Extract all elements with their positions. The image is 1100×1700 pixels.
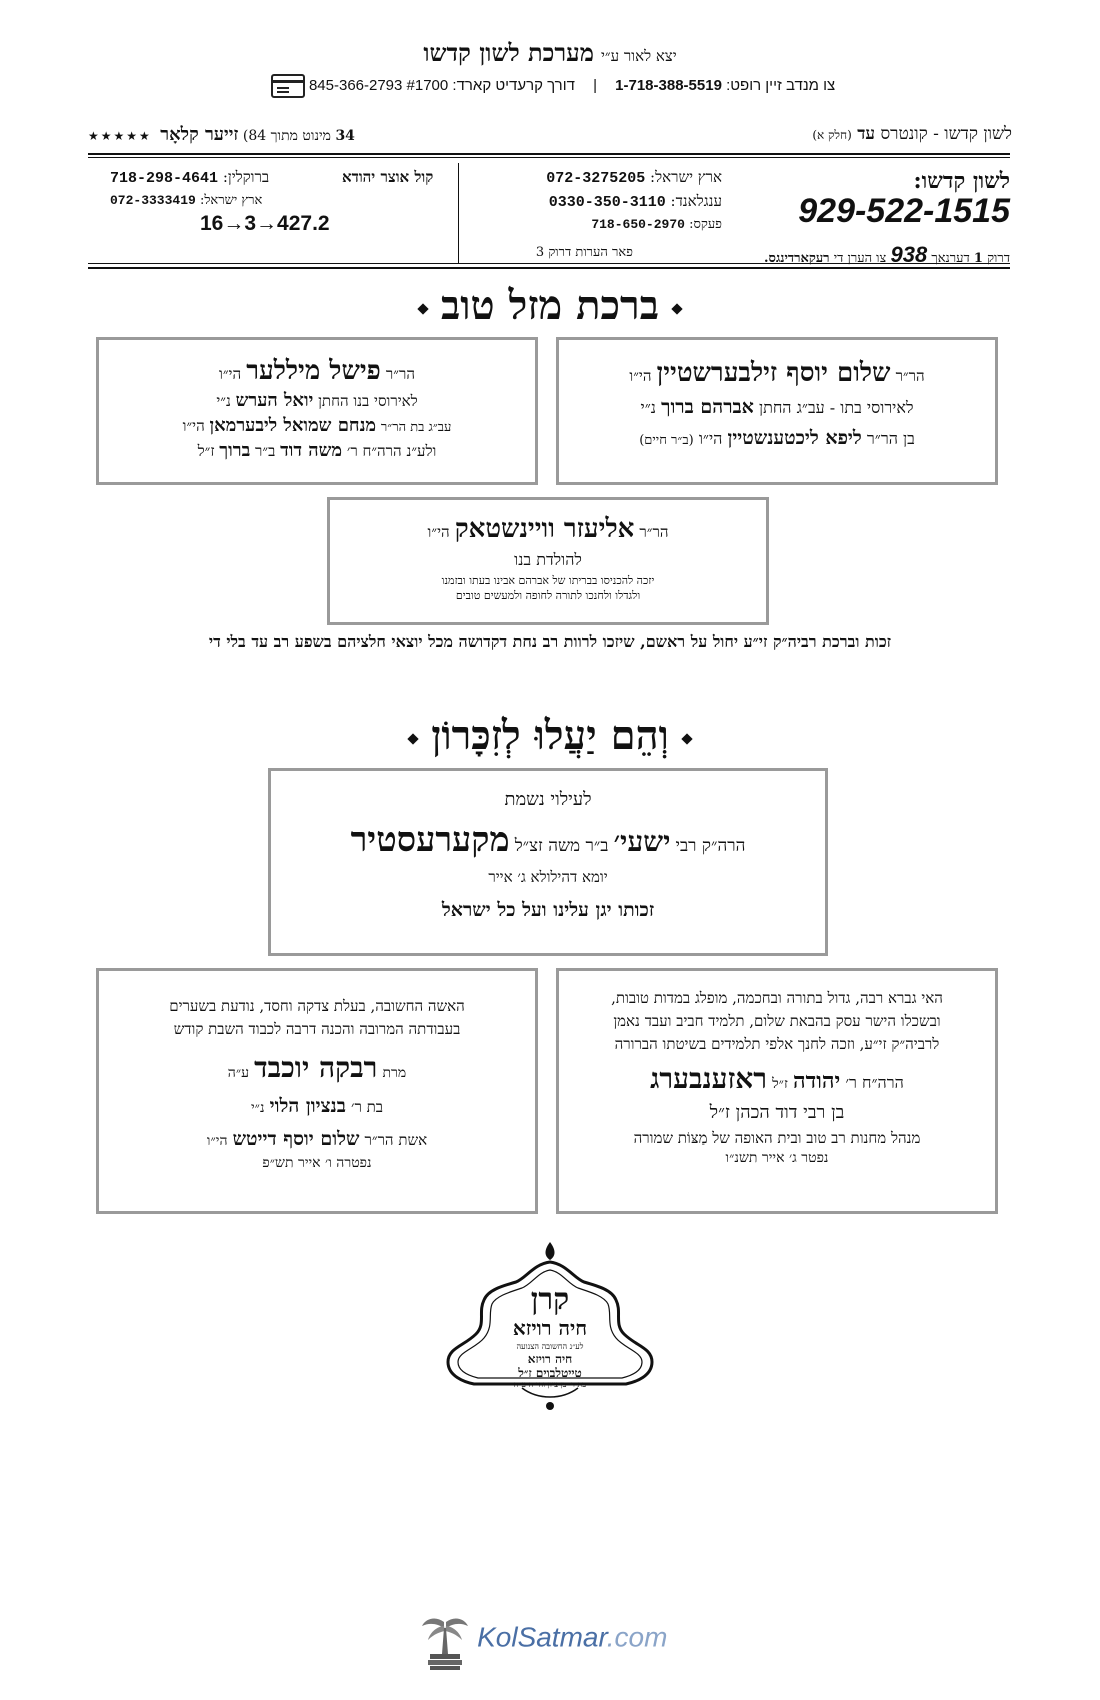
contact-separator: |: [593, 76, 597, 94]
box-line: [99, 1128, 535, 1151]
fax-row: [591, 216, 722, 232]
keren-word: קרן: [530, 1282, 570, 1317]
blessing-box-weinstock: [327, 497, 769, 625]
death-date: נפטר ג׳ אייר תשנ״ו: [725, 1150, 829, 1166]
publisher-line: [0, 38, 1100, 68]
duration-prefix: 34: [335, 128, 355, 144]
series-title-text: לשון קדשו - קונטרס: [880, 124, 1012, 144]
deceased-last-name: ראזענבערג: [650, 1062, 767, 1095]
wish-text: ולגדלו ולחנכו לתורה לחופה ולמעשים טובים: [455, 589, 641, 602]
site-name-text: KolSatmar: [477, 1621, 607, 1653]
memorial-title-text: וְהֵם יַעֲלוּ לְזִכָּרוֹן: [431, 712, 669, 759]
box-text: לאירוסי בתו - עב״ג החתן: [758, 398, 914, 417]
blessings-title-text: ברכת מזל טוב: [441, 282, 659, 329]
divider: [88, 263, 1010, 264]
box-text: (ב״ר חיים): [639, 433, 694, 448]
lk-label: לשון קדשו:: [913, 168, 1010, 194]
groom-name: יואל הערש: [235, 390, 314, 411]
deceased-father: בנציון הלוי: [269, 1095, 346, 1117]
blessing-note: זכות וברכת רביה״ק זי״ע יחול על ראשם, שיזכו לרוות רב נחת דקדושה מכל יוצאי חלציהם בשפע רב עד בלי די: [208, 632, 892, 651]
credit-card-icon: [271, 74, 305, 98]
diamond-ornament-icon: [671, 303, 682, 314]
brooklyn-label: ברוקלין:: [222, 168, 270, 186]
palm-tree-icon: [418, 1614, 472, 1670]
speaker-name: זייער קלאָר: [160, 124, 239, 145]
memorial-heading: לעילוי נשמת: [504, 789, 592, 810]
box-line: [559, 427, 995, 450]
credit-card-number: 845-366-2793 #1700: [308, 76, 449, 94]
box-line: [99, 440, 535, 461]
diamond-ornament-icon: [417, 303, 428, 314]
lk-instructions: [764, 242, 1010, 268]
england-phone: 0330-350-3110: [548, 194, 666, 211]
brooklyn-row: [110, 168, 269, 187]
israel-label: ארץ ישראל:: [650, 168, 722, 186]
hilula-date: יומא דהילולא ג׳ אייר: [488, 868, 608, 886]
lk-foot-1: 1: [973, 251, 983, 266]
deceased-first-name: יהודה: [792, 1068, 841, 1094]
title-suffix: הי״ו: [427, 523, 450, 541]
box-text: הרה״ח ר׳: [845, 1073, 904, 1092]
box-text: נ״י: [216, 392, 231, 410]
lk-foot-post: צו הערן די: [833, 251, 887, 266]
box-text: הי״ו: [698, 429, 723, 448]
diamond-ornament-icon: [408, 733, 419, 744]
kol-israel-row: [110, 192, 262, 208]
box-line: [99, 356, 535, 386]
lk-foot-mid: דערנאך: [931, 251, 970, 266]
duration-text: מינוט מתוך 84): [242, 128, 331, 144]
england-label: ענגלאנד:: [670, 192, 722, 210]
contact-phone: 1-718-388-5519: [615, 76, 722, 94]
blessings-title: [0, 282, 1100, 329]
title-suffix: הי״ו: [219, 365, 242, 383]
fax-label: פעקס:: [689, 217, 722, 232]
honoree-name: שלום יוסף זילבערשטיין: [656, 358, 891, 388]
eulogy-text: לרביה״ק זי״ע, וזכה לחנך אלפי תלמידים בשיטתו הברורה: [614, 1035, 940, 1053]
blessing-box-millar: [96, 337, 538, 485]
box-line: [559, 1062, 995, 1096]
lk-foot-bold: רעקארדינגס.: [764, 251, 830, 266]
site-name: [477, 1622, 667, 1653]
kol-label: קול אוצר יהודא: [342, 168, 434, 186]
publisher-name: מערכת לשון קדשו: [423, 38, 594, 67]
box-text: ב״ר משה זצ״ל: [514, 836, 609, 856]
title-prefix: הר״ר: [895, 367, 925, 385]
lk-foot-pre: דרוק: [987, 251, 1010, 266]
england-row: [549, 192, 722, 211]
kol-israel-label: ארץ ישראל:: [199, 193, 263, 208]
series-part: (חלק א): [812, 128, 852, 142]
memorial-name: משה דוד: [280, 440, 343, 461]
divider: [88, 157, 1010, 158]
title-prefix: הר״ר: [385, 365, 415, 383]
kol-menu-path: 16→3→427.2: [200, 212, 330, 235]
divider: [88, 153, 1010, 155]
title-suffix: הי״ו: [629, 367, 652, 385]
memorial-box-rosenberg: [556, 968, 998, 1214]
box-text: הי״ו: [206, 1133, 228, 1149]
box-line: [559, 358, 995, 388]
death-date: נפטרה ו׳ אייר תש״פ: [262, 1155, 372, 1171]
box-text: ז״ל: [772, 1076, 788, 1092]
memorial-father-name: ברוך: [219, 440, 251, 461]
box-line: [99, 1095, 535, 1118]
memorial-box-main: [268, 768, 828, 956]
box-text: עב״ג בת הר״ר: [380, 420, 452, 435]
lk-phone: 929-522-1515: [798, 192, 1010, 230]
rating-stars-icon: ★★★★★: [88, 129, 152, 143]
deceased-name: רבקה יוכבד: [254, 1051, 378, 1084]
notes-label: פאר הערות דרוק 3: [535, 245, 633, 260]
box-text: ולע״נ הרה״ח ר׳: [346, 442, 437, 460]
column-divider: [458, 163, 459, 263]
box-text: הרה״ק רבי: [675, 836, 746, 856]
box-line: [99, 1051, 535, 1085]
honoree-name: אליעזר וויינשטאק: [454, 514, 635, 544]
fax-phone: 718-650-2970: [591, 217, 685, 232]
memorial-blessing: זכותו יגן עלינו ועל כל ישראל: [441, 899, 655, 921]
box-text: ע״ה: [227, 1065, 250, 1081]
box-line: [99, 390, 535, 411]
keren-small-surname: טייטלבוים ז״ל: [518, 1366, 582, 1380]
credit-card-label: דורך קרעדיט קארד:: [452, 76, 575, 94]
kolsatmar-logo[interactable]: [418, 1614, 667, 1670]
father-in-law-name: מנחם שמואל ליבערמאן: [209, 415, 377, 436]
box-line: [99, 415, 535, 436]
site-tld: .com: [606, 1621, 668, 1653]
box-text: לאירוסי בנו החתן: [318, 392, 418, 410]
contact-line: [0, 74, 1100, 98]
box-text: נ״י: [640, 398, 657, 417]
father-name: ליפא ליכטענשטיין: [727, 427, 862, 449]
memorial-title: [0, 712, 1100, 759]
wish-text: יזכה להכניסו בבריתו של אברהם אבינו בעתו ובזמנו: [441, 574, 655, 587]
box-text: ז״ל: [197, 442, 215, 460]
box-line: [559, 396, 995, 419]
keren-name: חיה רויזא: [512, 1316, 588, 1340]
box-text: בת ר׳: [351, 1098, 383, 1116]
diamond-ornament-icon: [681, 733, 692, 744]
keren-small-name: חיה רויזא: [527, 1352, 573, 1366]
box-text: הי״ו: [182, 417, 205, 435]
memorial-box-deutsch: [96, 968, 538, 1214]
eulogy-text: ובשכלו הישר עסק בהבאת שלום, תלמיד חביב ועבד נאמן: [613, 1012, 941, 1030]
box-text: נ״י: [251, 1100, 265, 1116]
deceased-husband: שלום יוסף דייטש: [232, 1128, 360, 1150]
keren-small-text: בת ר׳ בן ציון וחי״ה ע״ה: [513, 1380, 587, 1389]
lk-foot-num: 938: [890, 242, 928, 267]
title-prefix: הר״ר: [639, 523, 669, 541]
speaker-info: [88, 124, 355, 145]
brooklyn-phone: 718-298-4641: [110, 170, 219, 187]
deceased-father: בן רבי דוד הכהן ז״ל: [709, 1102, 845, 1123]
rebbe-name: ישעי׳: [613, 825, 671, 858]
rebbe-town: מקערעסטיר: [350, 820, 510, 860]
box-line: [271, 820, 825, 860]
eulogy-text: מנהל מחנות רב טוב ובית האופה של מַצּוֹת שמורה: [633, 1129, 921, 1147]
eulogy-text: האשה החשובה, בעלת צדקה וחסד, נודעת בשערים: [169, 997, 465, 1015]
box-text: אשת הר״ר: [364, 1131, 428, 1149]
honoree-name: פישל מיללער: [246, 356, 381, 386]
israel-phone: 072-3275205: [546, 170, 646, 187]
eulogy-text: בעבודתה המרובה והכנה דרבה לכבוד השבת קודש: [173, 1020, 461, 1038]
keren-logo: [438, 1238, 662, 1422]
contact-phone-label: צו מנדב זיין רופט:: [726, 76, 836, 94]
box-text: ב״ר: [255, 442, 276, 460]
publisher-prefix: יצא לאור ע״י: [600, 47, 677, 65]
series-title: [812, 124, 1012, 144]
divider: [88, 267, 1010, 269]
box-line: [330, 514, 766, 544]
eulogy-text: האי גברא רבה, גדול בתורה ובחכמה, מופלג במדות טובות,: [611, 989, 943, 1007]
box-text: בן הר״ר: [866, 429, 915, 448]
groom-name: אברהם ברוך: [661, 396, 754, 418]
keren-small-text: לע״נ החשובה הצנועה: [516, 1342, 584, 1351]
occasion-text: להולדת בנו: [514, 550, 582, 569]
israel-row: [546, 168, 722, 187]
box-text: מרת: [382, 1065, 407, 1081]
series-title-bold: עד: [857, 124, 876, 144]
kol-israel-phone: 072-3333419: [110, 193, 196, 208]
blessing-box-zilberstein: [556, 337, 998, 485]
